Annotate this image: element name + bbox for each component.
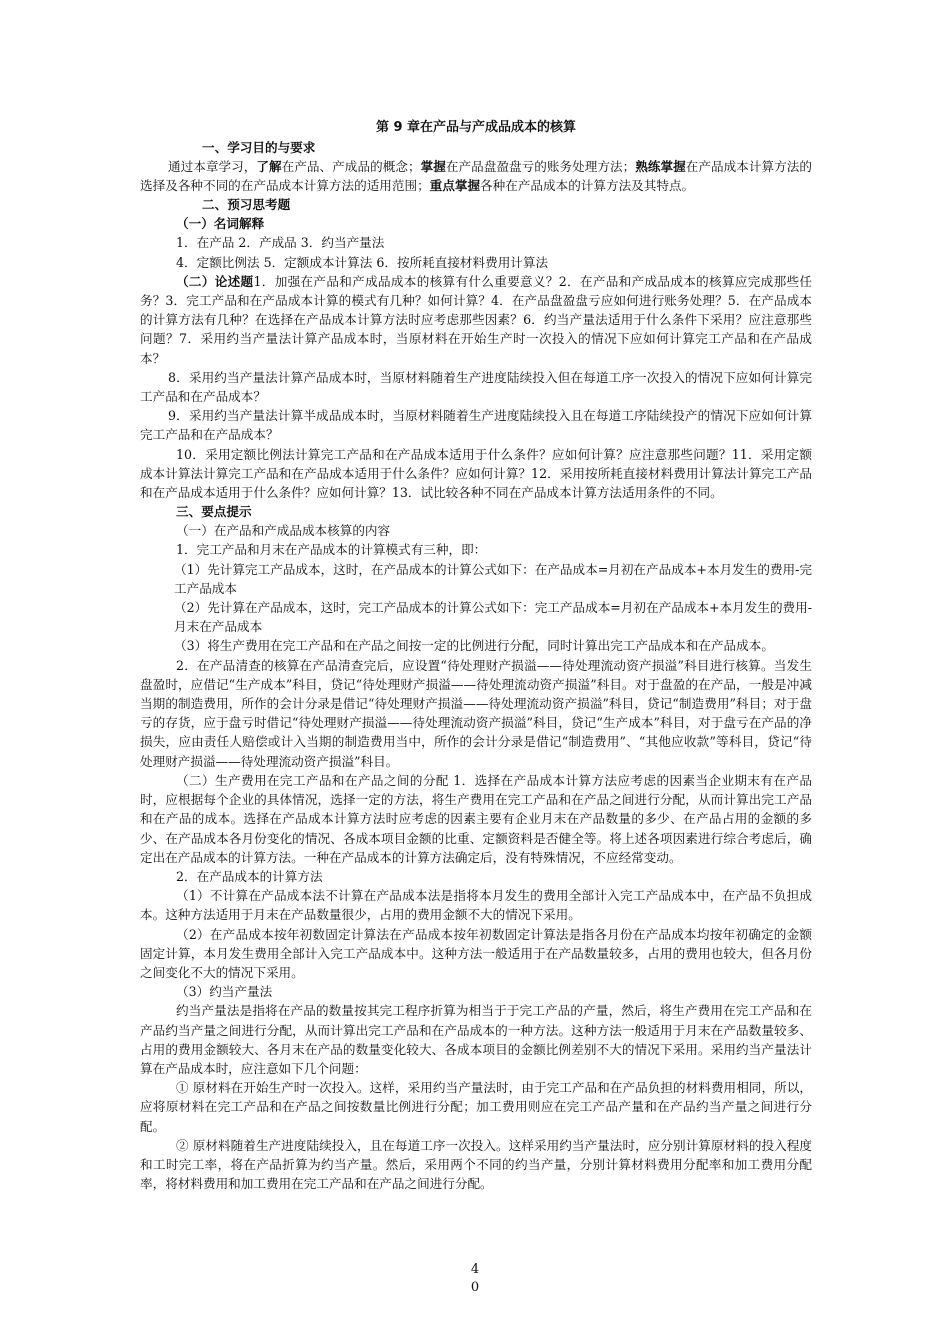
bold-term: 了解 <box>256 159 282 174</box>
mode-2: （2）先计算在产品成本，这时，完工产品成本的计算公式如下：完工产品成本=月初在产品成本+本月发生的费用-月末在产品成本 <box>174 600 812 635</box>
section-heading-preview: 二、预习思考题 <box>202 197 291 213</box>
subheading-content: （一）在产品和产成品成本核算的内容 <box>176 523 391 539</box>
essay-questions-1-7 <box>140 272 812 368</box>
page-number-line-2: 0 <box>470 1280 480 1295</box>
terms-line-2: 4．定额比例法 5．定额成本计算法 6．按所耗直接材料费用计算法 <box>176 254 549 270</box>
goals-paragraph <box>140 157 812 195</box>
questions-10-13: 10．采用定额比例法计算完工产品和在产品成本适用于什么条件？应如何计算？应注意那些问题？11．采用定额成本计算法计算完工产品和在产品成本适用于什么条件？应如何计算？12．采用按所耗直接材料费用计算法计算完工产品和在产品成本适用于什么条件？应如何计算？13．试比较各种不同在产品成本计算方法适用条件的不同。 <box>140 446 812 501</box>
point-1: 1．完工产品和月末在产品成本的计算模式有三种，即： <box>176 542 487 558</box>
question-8: 8．采用约当产量法计算产品成本时，当原材料随着生产进度陆续投入但在每道工序一次投入的情况下应如何计算完工产品和在产品成本？ <box>140 369 812 405</box>
method-1: （1）不计算在产品成本法不计算在产品成本法是指将本月发生的费用全部计入完工产品成本中，在产品不负担成本。这种方法适用于月末在产品数量很少，占用的费用金额不大的情况下采用。 <box>140 888 812 923</box>
method-2: （2）在产品成本按年初数固定计算法在产品成本按年初数固定计算法是指各月份在产品成本均按年初确定的金额固定计算，本月发生费用全部计入完工产品成本中。这种方法一般适用于在产品数量较多，占用的费用也较大，但各月份之间变化不大的情况下采用。 <box>140 926 812 980</box>
bold-term: 重点掌握 <box>429 178 481 194</box>
bold-term: 掌握 <box>420 159 446 174</box>
text-span: 在产品盘盈盘亏的账务处理方法； <box>445 159 636 174</box>
calc-methods-heading: 2．在产品成本的计算方法 <box>176 868 323 884</box>
chapter-title: 第 9 章在产品与产成品成本的核算 <box>375 120 577 135</box>
text-span: 各种在产品成本的计算方法及其特点。 <box>480 178 695 194</box>
terms-line-1: 1．在产品 2．产成品 3．约当产量法 <box>176 235 385 251</box>
question-9: 9．采用约当产量法计算半成品成本时，当原材料随着生产进度陆续投入且在每道工序陆续投产的情况下应如何计算完工产品和在产品成本？ <box>140 408 812 443</box>
page-content <box>140 118 812 1193</box>
page-number-line-1: 4 <box>470 1262 480 1277</box>
mode-1: （1）先计算完工产品成本，这时，在产品成本的计算公式如下：在产品成本=月初在产品成本+本月发生的费用-完工产品成本 <box>174 561 812 596</box>
text-span: 通过本章学习， <box>168 159 257 174</box>
mode-3: （3）将生产费用在完工产品和在产品之间按一定的比例进行分配，同时计算出完工产品成本和在产品成本。 <box>174 638 774 654</box>
allocation-paragraph: （二）生产费用在完工产品和在产品之间的分配 1．选择在产品成本计算方法应考虑的因素当企业期末有在产品时，应根据每个企业的具体情况，选择一定的方法，将生产费用在完工产品和在产品之间进行分配，从而计算出完工产品和在产品的成本。选择在产品成本计算方法时应考虑的因素主要有企业月末在产品数量的多少、在产品占用的金额的多少、在产品成本各月份变化的情况、各成本项目金额的比重、定额资料是否健全等。将上述各项因素进行综合考虑后，确定出在产品成本的计算方法。一种在产品成本的计算方法确定后，没有特殊情况，不应经常变动。 <box>140 772 812 865</box>
bold-term: 熟练掌握 <box>635 159 686 174</box>
text-span: 在产品、产成品的概念； <box>281 159 421 174</box>
note-2: ② 原材料随着生产进度陆续投入，且在每道工序一次投入。这样采用约当产量法时，应分别计算原材料的投入程度和工时完工率，将在产品折算为约当产量。然后，采用两个不同的约当产量，分别计算材料费用分配率和加工费用分配率，将材料费用和加工费用在完工产品和在产品之间进行分配。 <box>140 1137 812 1192</box>
subheading-terms: （一）名词解释 <box>176 216 265 232</box>
subheading-essay: （二）论述题 <box>176 273 254 289</box>
method-3-paragraph: 约当产量法是指将在产品的数量按其完工程序折算为相当于于完工产品的产量，然后，将生产费用在完工产品和在产品约当产量之间进行分配，从而计算出完工产品和在产品成本的一种方法。这种方法一般适用于月末在产品数量较多、占用的费用金额较大、各月末在产品的数量变化较大、各成本项目的金额比例差别不大的情况下采用。采用约当产量法计算在产品成本时，应注意如下几个问题： <box>140 1003 812 1076</box>
text-span: 在产品成本计算方法的选择及各种不同的在产品成本计算方法的适用范围； <box>140 159 813 194</box>
method-3-heading: （3）约当产量法 <box>176 984 273 1000</box>
page-number <box>455 1261 495 1297</box>
point-2-inventory: 2．在产品清查的核算在产品清查完后，应设置“待处理财产损溢——待处理流动资产损溢”科目进行核算。当发生盘盈时，应借记“生产成本”科目，贷记“待处理财产损溢——待处理流动资产损溢”科目。对于盘盈的在产品，一般是冲减当期的制造费用，所作的会计分录是借记“待处理财产损溢——待处理流动资产损溢”科目，贷记“制造费用”科目；对于盘亏的存货，应于盘亏时借记“待处理财产损溢——待处理流动资产损溢”科目，贷记“生产成本”科目，对于盘亏在产品的净损失，应由责任人赔偿或计入当期的制造费用当中，所作的会计分录是借记“制造费用”、“其他应收款”等科目，贷记“待处理财产损溢——待处理流动资产损溢”科目。 <box>140 657 812 769</box>
note-1: ① 原材料在开始生产时一次投入。这样，采用约当产量法时，由于完工产品和在产品负担的材料费用相同，所以，应将原材料在完工产品和在产品之间按数量比例进行分配；加工费用则应在完工产品产量和在产品约当产量之间进行分配。 <box>140 1080 812 1134</box>
text-span: 1．加强在产品和产成品成本的核算有什么重要意义？2．在产品和产成品成本的核算应完成那些任务？3．完工产品和在产品成本计算的模式有几种？如何计算？4．在产品盘盈盘亏应如何进行账务处理？5．在产品成本的计算方法有几种？在选择在产品成本计算方法时应考虑那些因素？6．约当产量法适用于什么条件下采用？应注意那些问题？7．采用约当产量法计算产品成本时，当原材料在开始生产时一次投入的情况下应如何计算完工产品和在产品成本？ <box>140 273 813 366</box>
section-heading-goals: 一、学习目的与要求 <box>202 140 316 155</box>
section-heading-keypoints: 三、要点提示 <box>176 504 252 520</box>
